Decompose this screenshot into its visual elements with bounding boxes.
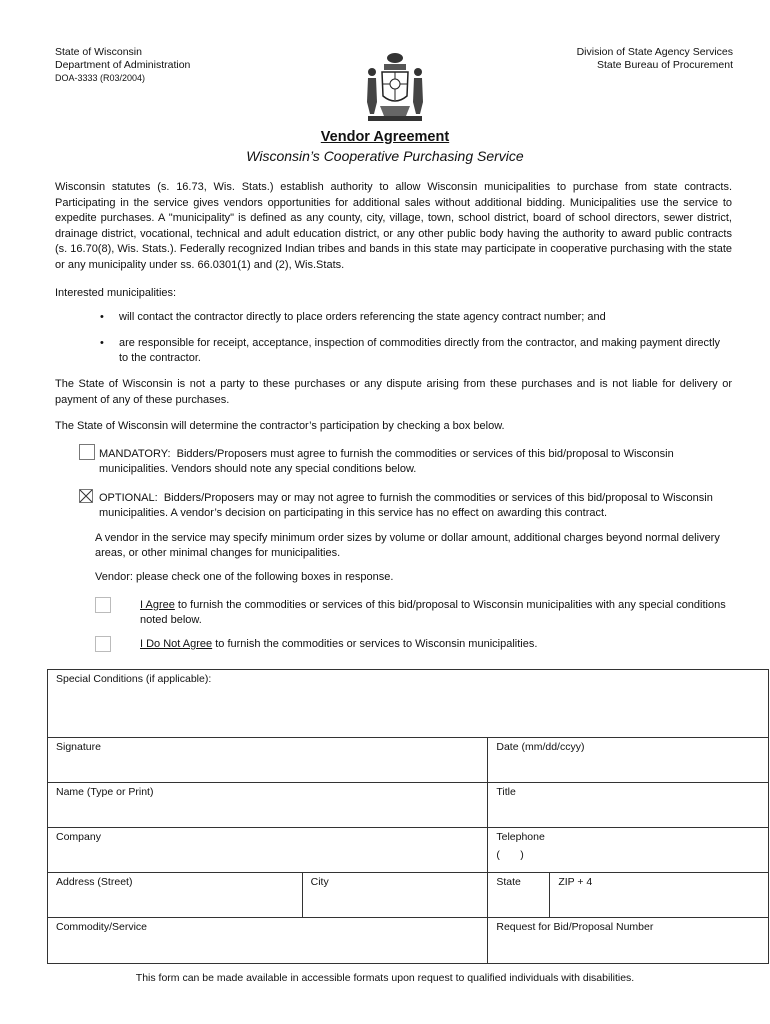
division-name: Division of State Agency Services [576,46,733,58]
disagree-label: I Do Not Agree [140,638,213,650]
mandatory-label: MANDATORY: [99,448,171,460]
state-label: State [496,876,521,888]
bullet-2-dot: • [100,337,104,349]
vendor-check-instruction: Vendor: please check one of the following boxes in response. [95,571,394,583]
department-name: Department of Administration [55,59,191,71]
document-subtitle: Wisconsin’s Cooperative Purchasing Service [246,148,524,164]
commodity-field[interactable] [48,918,488,964]
mandatory-checkbox[interactable] [79,444,95,460]
company-field[interactable] [48,828,488,873]
signature-field[interactable] [48,738,488,783]
optional-text: Bidders/Proposers may or may not agree to furnish the commodities or services of this bid/proposal to Wisconsin municipalities. A vendor’s decision on participating in this service has no effect on awarding this contract. [99,492,713,519]
agree-checkbox[interactable] [95,597,111,613]
telephone-area-code: ( ) [496,849,524,861]
bullet-2-text: are responsible for receipt, acceptance, inspection of commodities directly from the contractor, and making payment directly to the contractor. [119,337,721,364]
division-block [577,46,733,72]
intro-paragraph: Wisconsin statutes (s. 16.73, Wis. Stats.) establish authority to allow Wisconsin municipalities to purchase from state contracts. Participating in the service gives vendors opportunities for additional sales without additional bidding. Municipalities use the service to expedite purchases. A "municipality" is defined as any county, city, village, town, school district, board of school directors, sewer district, drainage district, vocational, technical and adult education district, or any other public body having the authority to award public contracts (s. 16.70(8), Wis. Stats.). Federally recognized Indian tribes and bands in this state may participate in cooperative purchasing with the state or any municipality under ss. 66.0301(1) and (2), Wis.Stats. [55,181,732,271]
name-label: Name (Type or Print) [56,786,154,798]
interested-label: Interested municipalities: [55,287,177,299]
telephone-label: Telephone [496,831,545,843]
agency-block [55,46,190,85]
disagree-option [140,637,732,652]
bullet-1-dot: • [100,311,104,323]
zip-label: ZIP + 4 [558,876,593,888]
date-label: Date (mm/dd/ccyy) [496,741,585,753]
request-number-field[interactable] [488,918,769,964]
commodity-label: Commodity/Service [56,921,148,933]
agree-text: to furnish the commodities or services of this bid/proposal to Wisconsin municipalities with any special conditions noted below. [140,599,726,626]
signature-label: Signature [56,741,101,753]
date-field[interactable] [488,738,769,783]
mandatory-option [99,447,732,477]
disagree-checkbox[interactable] [95,636,111,652]
special-conditions-field[interactable] [48,670,769,738]
accessibility-footer: This form can be made available in accessible formats upon request to qualified individuals with disabilities. [135,972,635,984]
city-label: City [310,876,329,888]
special-conditions-label: Special Conditions (if applicable): [56,673,212,685]
vendor-note: A vendor in the service may specify minimum order sizes by volume or dollar amount, additional charges beyond normal delivery areas, or other minimal changes for municipalities. [95,532,720,559]
optional-checkbox-checked[interactable] [79,489,93,503]
telephone-field[interactable] [488,828,769,873]
disagree-text: to furnish the commodities or services to Wisconsin municipalities. [215,638,538,650]
state-name: State of Wisconsin [55,46,142,58]
address-field[interactable] [48,873,303,918]
optional-label: OPTIONAL: [99,492,158,504]
wisconsin-seal-icon [360,50,430,122]
agree-label: I Agree [140,599,175,611]
name-field[interactable] [48,783,488,828]
agree-option [140,598,732,628]
document-title: Vendor Agreement [320,129,450,145]
bullet-1-text: will contact the contractor directly to place orders referencing the state agency contract number; and [119,311,606,323]
zip-field[interactable] [550,873,769,918]
determine-paragraph: The State of Wisconsin will determine the contractor’s participation by checking a box below. [55,420,505,432]
bureau-name: State Bureau of Procurement [597,59,733,71]
vendor-info-form [47,669,769,964]
request-number-label: Request for Bid/Proposal Number [496,921,654,933]
title-label: Title [496,786,516,798]
company-label: Company [56,831,101,843]
city-field[interactable] [302,873,488,918]
not-party-paragraph: The State of Wisconsin is not a party to these purchases or any dispute arising from these purchases and is not liable for delivery or payment of any of these purchases. [55,378,732,406]
form-id: DOA-3333 (R03/2004) [55,73,146,83]
state-field[interactable] [488,873,550,918]
address-label: Address (Street) [56,876,133,888]
optional-option [99,491,732,521]
mandatory-text: Bidders/Proposers must agree to furnish the commodities or services of this bid/proposal to Wisconsin municipalities. Vendors should note any special conditions below. [99,448,674,475]
title-field[interactable] [488,783,769,828]
